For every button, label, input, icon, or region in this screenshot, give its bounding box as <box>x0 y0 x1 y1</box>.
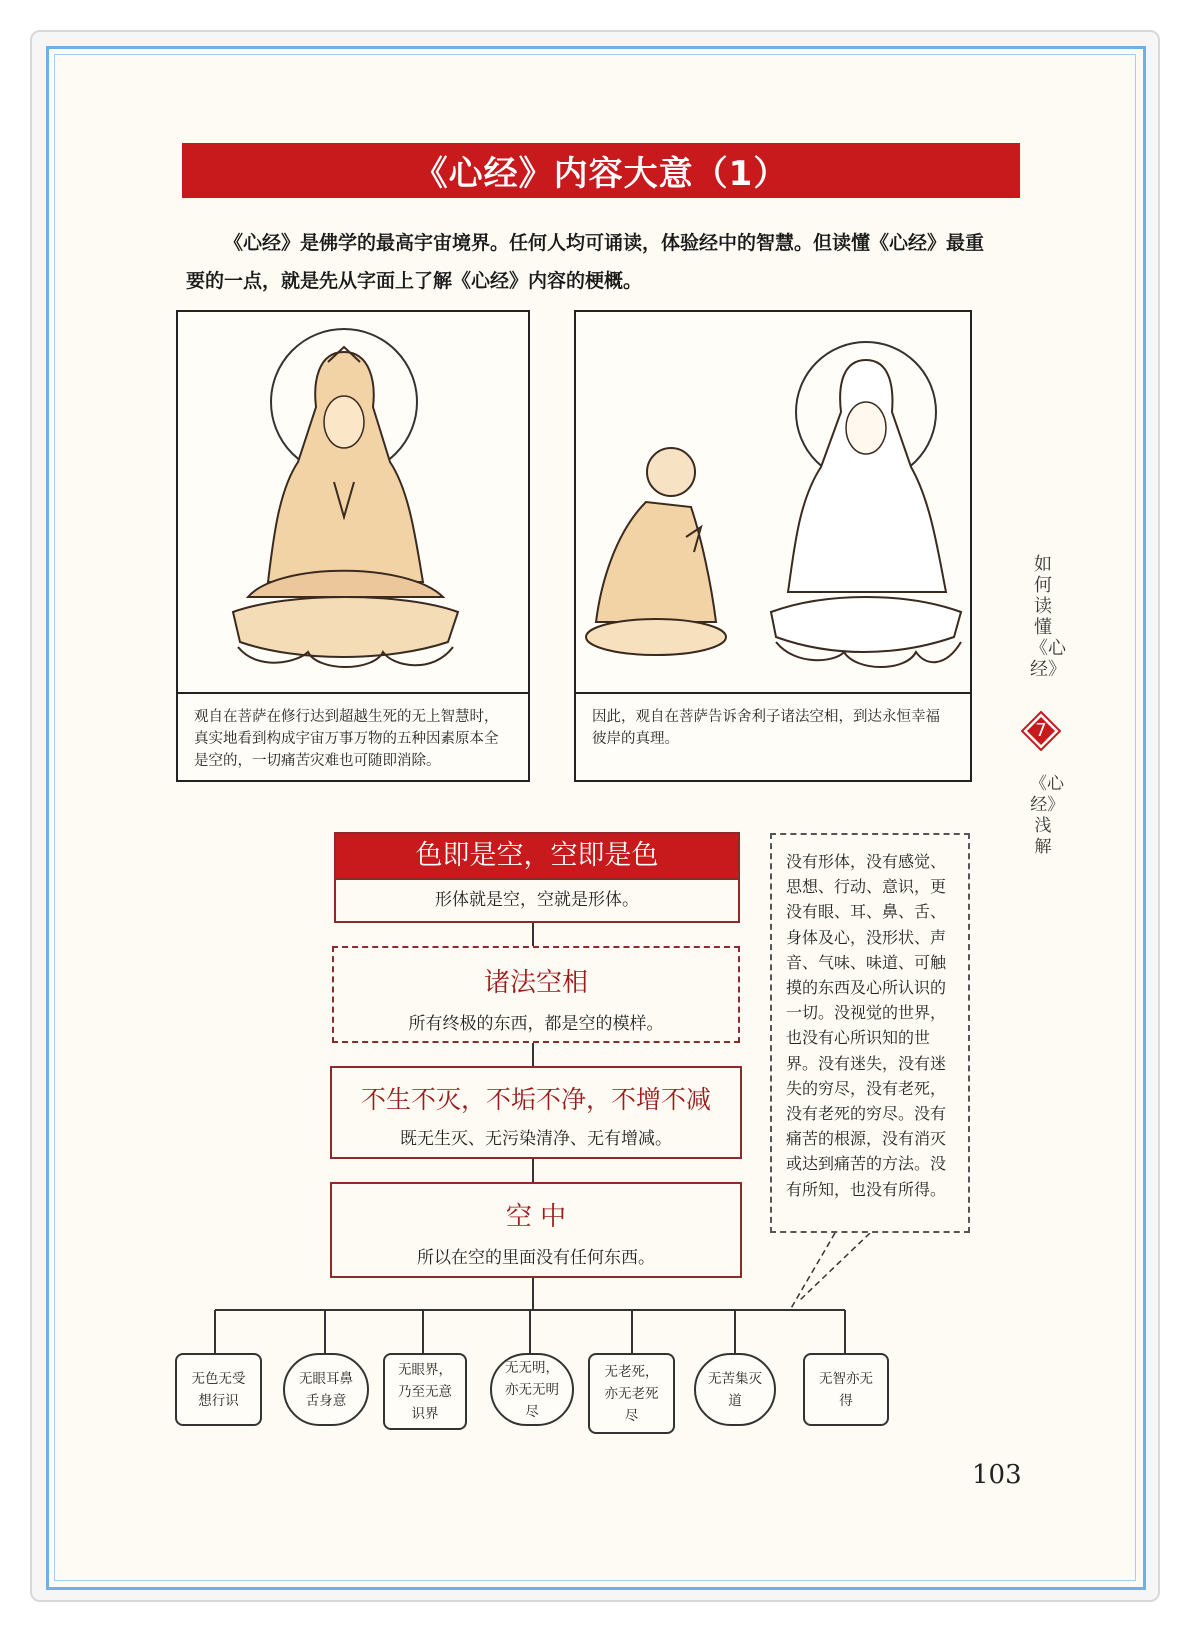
explanation-note: 没有形体，没有感觉、思想、行动、意识，更没有眼、耳、鼻、舌、身体及心，没形状、声音、气味、味道、可触摸的东西及心所认识的一切。没视觉的世界，也没有心所识知的世界。没有迷失，没有迷失的穷尽，没有老死，没有老死的穷尽。没有痛苦的根源，没有消灭或达到痛苦的方法。没有所知，也没有所得。 <box>770 833 970 1233</box>
leaf-box <box>283 1353 369 1426</box>
leaf-box <box>694 1353 776 1426</box>
flow-box-neither-arising <box>330 1066 742 1159</box>
leaf-box <box>803 1353 889 1426</box>
illustration-caption-1: 观自在菩萨在修行达到超越生死的无上智慧时，真实地看到构成宇宙万事万物的五种因素原本全是空的，一切痛苦灾难也可随即消除。 <box>178 692 528 784</box>
side-section-title: 如何读懂《心经》 <box>1030 554 1066 680</box>
leaf-box <box>588 1353 675 1434</box>
leaf-box <box>490 1353 574 1426</box>
leaf-text: 无无明，亦无无明尽 <box>505 1359 559 1420</box>
leaf-box <box>175 1353 262 1426</box>
leaf-text: 无苦集灭道 <box>708 1370 762 1409</box>
leaf-text: 无老死，亦无老死尽 <box>604 1363 659 1424</box>
flow-box-title: 空 中 <box>505 1202 567 1232</box>
page-number: 103 <box>972 1460 1022 1490</box>
flow-box-form-is-emptiness <box>334 832 740 923</box>
flow-box-desc: 所有终极的东西，都是空的模样。 <box>408 1014 664 1034</box>
leaf-box <box>383 1353 467 1430</box>
flow-box-title: 色即是空，空即是色 <box>336 834 738 878</box>
leaf-text: 无眼界，乃至无意识界 <box>398 1361 452 1422</box>
illustration-caption-2: 因此，观自在菩萨告诉舍利子诸法空相，到达永恒幸福彼岸的真理。 <box>576 692 970 762</box>
flow-box-in-emptiness <box>330 1182 742 1278</box>
flow-box-desc: 所以在空的里面没有任何东西。 <box>417 1248 655 1268</box>
flow-box-dharmas-empty <box>332 946 740 1043</box>
leaf-text: 无智亦无得 <box>819 1370 873 1409</box>
flow-box-title: 诸法空相 <box>483 968 588 998</box>
intro-paragraph: 《心经》是佛学的最高宇宙境界。任何人均可诵读，体验经中的智慧。但读懂《心经》最重要的一点，就是先从字面上了解《心经》内容的梗概。 <box>186 232 985 292</box>
flow-box-title: 不生不灭，不垢不净，不增不减 <box>360 1085 711 1114</box>
page-title-banner: 《心经》内容大意（1） <box>182 143 1020 198</box>
leaf-text: 无眼耳鼻舌身意 <box>299 1370 353 1409</box>
side-section-subtitle: 《心经》浅解 <box>1030 774 1064 857</box>
flow-box-desc: 形体就是空，空就是形体。 <box>336 878 738 920</box>
flow-box-desc: 既无生灭、无污染清净、无有增减。 <box>400 1129 672 1149</box>
chapter-number: 7 <box>1035 720 1047 741</box>
leaf-text: 无色无受想行识 <box>191 1370 246 1409</box>
